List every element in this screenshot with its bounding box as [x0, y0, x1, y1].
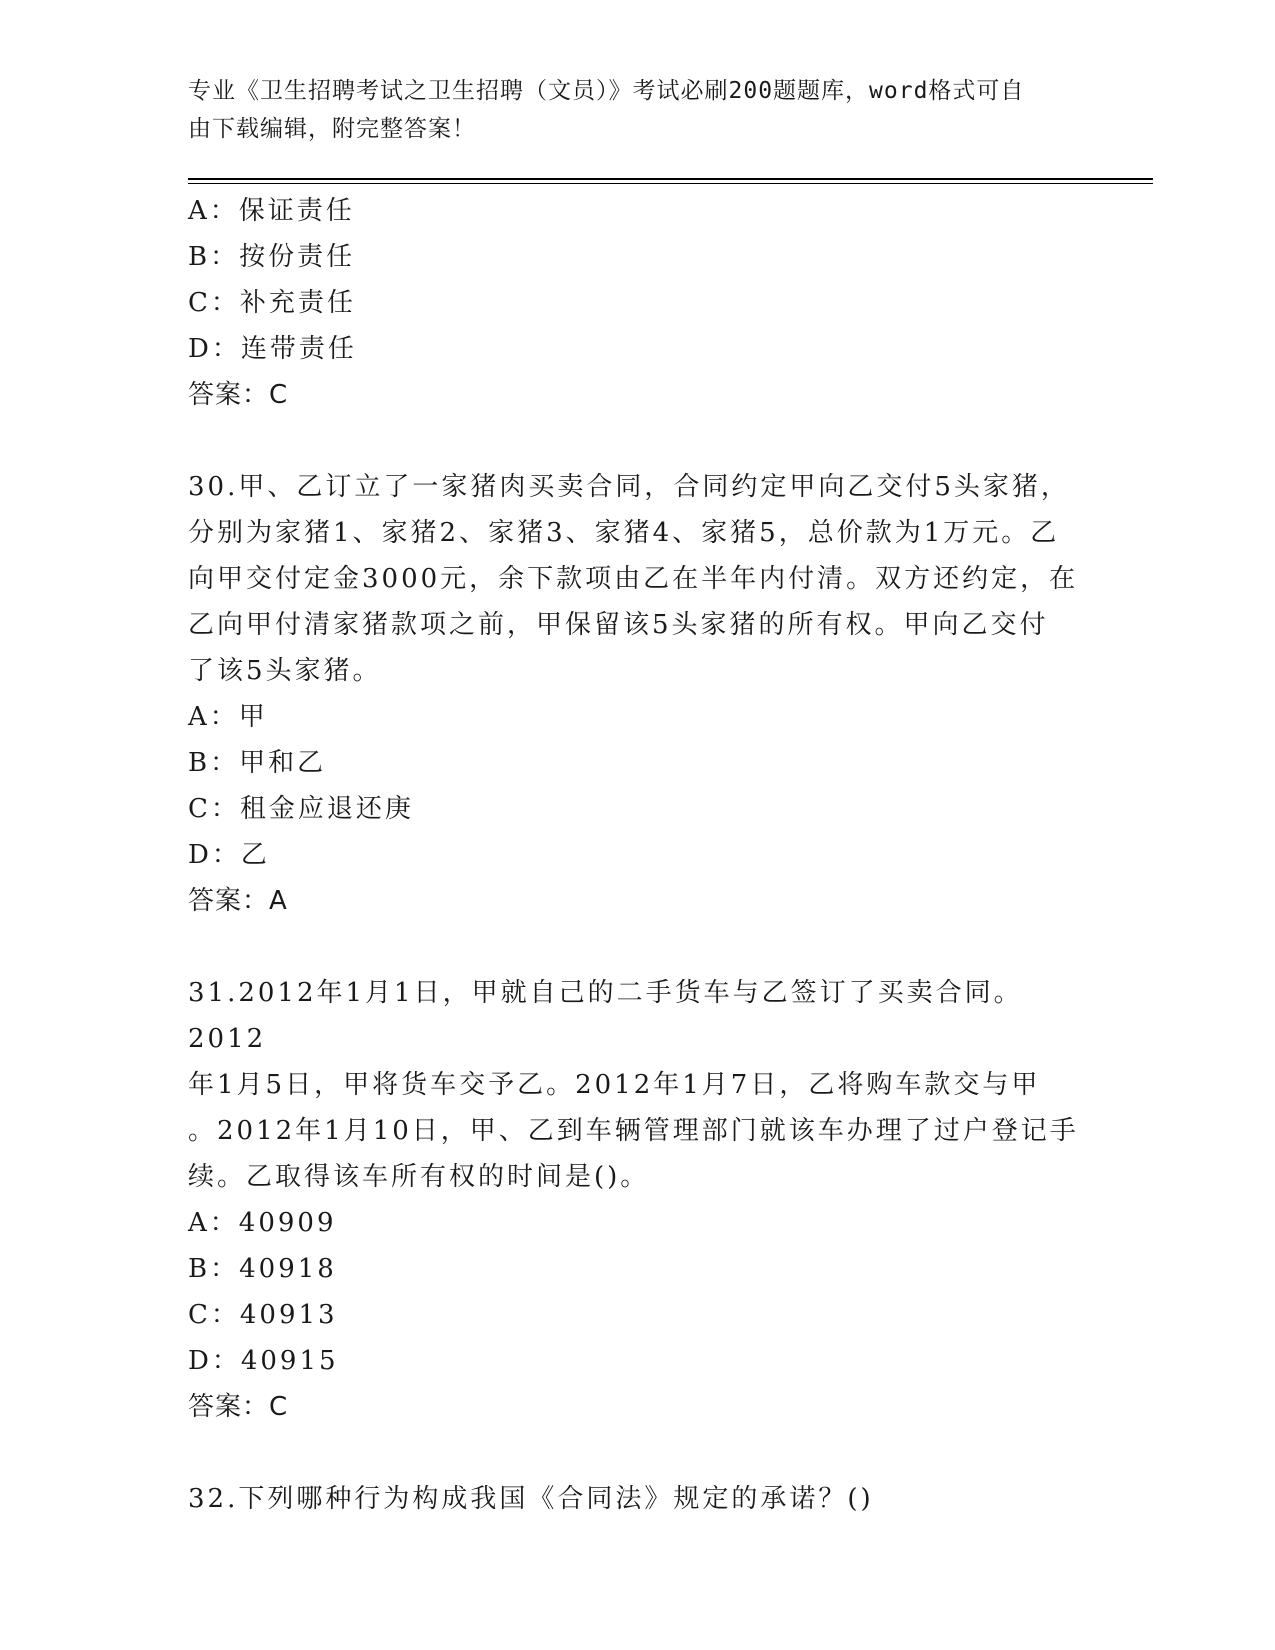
header-line-1: 专业《卫生招聘考试之卫生招聘（文员）》考试必刷200题题库，word格式可自: [188, 78, 1025, 104]
option-c: C：租金应退还庚: [188, 794, 414, 824]
header-line-2: 由下载编辑，附完整答案！: [188, 116, 476, 142]
option-b: B：40918: [188, 1254, 337, 1284]
option-d: D：40915: [188, 1346, 339, 1376]
question-content: [188, 188, 1088, 1522]
question-text-line: 乙向甲付清家猪款项之前，甲保留该5头家猪的所有权。甲向乙交付: [188, 610, 1049, 640]
question-text-line: 32.下列哪种行为构成我国《合同法》规定的承诺？(): [188, 1484, 874, 1514]
question-text-line: 年1月5日，甲将货车交予乙。2012年1月7日，乙将购车款交与甲: [188, 1070, 1041, 1100]
answer-line: 答案：C: [188, 380, 289, 410]
option-a: A：甲: [188, 702, 268, 732]
option-a: A：40909: [188, 1208, 337, 1238]
question-text-line: 30.甲、乙订立了一家猪肉买卖合同，合同约定甲向乙交付5头家猪，: [188, 472, 1070, 502]
question-text-line: 分别为家猪1、家猪2、家猪3、家猪4、家猪5，总价款为1万元。乙: [188, 518, 1060, 548]
question-32-block: [188, 1476, 1088, 1522]
option-d: D：乙: [188, 840, 270, 870]
document-header: [188, 72, 1068, 148]
answer-line: 答案：A: [188, 886, 288, 916]
answer-line: 答案：C: [188, 1392, 289, 1422]
header-rule-thick: [188, 178, 1153, 180]
option-b: B：甲和乙: [188, 748, 327, 778]
question-31-block: [188, 970, 1088, 1430]
option-b: B：按份责任: [188, 242, 356, 272]
question-text-line: 了该5头家猪。: [188, 656, 382, 686]
header-rule-thin: [188, 183, 1153, 184]
option-d: D：连带责任: [188, 334, 357, 364]
question-text-line: 31.2012年1月1日，甲就自己的二手货车与乙签订了买卖合同。2012: [188, 978, 1023, 1054]
question-text-line: 向甲交付定金3000元，余下款项由乙在半年内付清。双方还约定，在: [188, 564, 1079, 594]
option-c: C：40913: [188, 1300, 338, 1330]
question-text-line: 。2012年1月10日，甲、乙到车辆管理部门就该车办理了过户登记手: [188, 1116, 1079, 1146]
spacer: [188, 924, 1088, 970]
question-30-block: [188, 464, 1088, 924]
question-29-block: [188, 188, 1088, 418]
spacer: [188, 1430, 1088, 1476]
spacer: [188, 418, 1088, 464]
option-c: C：补充责任: [188, 288, 356, 318]
question-text-line: 续。乙取得该车所有权的时间是()。: [188, 1162, 650, 1192]
option-a: A：保证责任: [188, 196, 355, 226]
